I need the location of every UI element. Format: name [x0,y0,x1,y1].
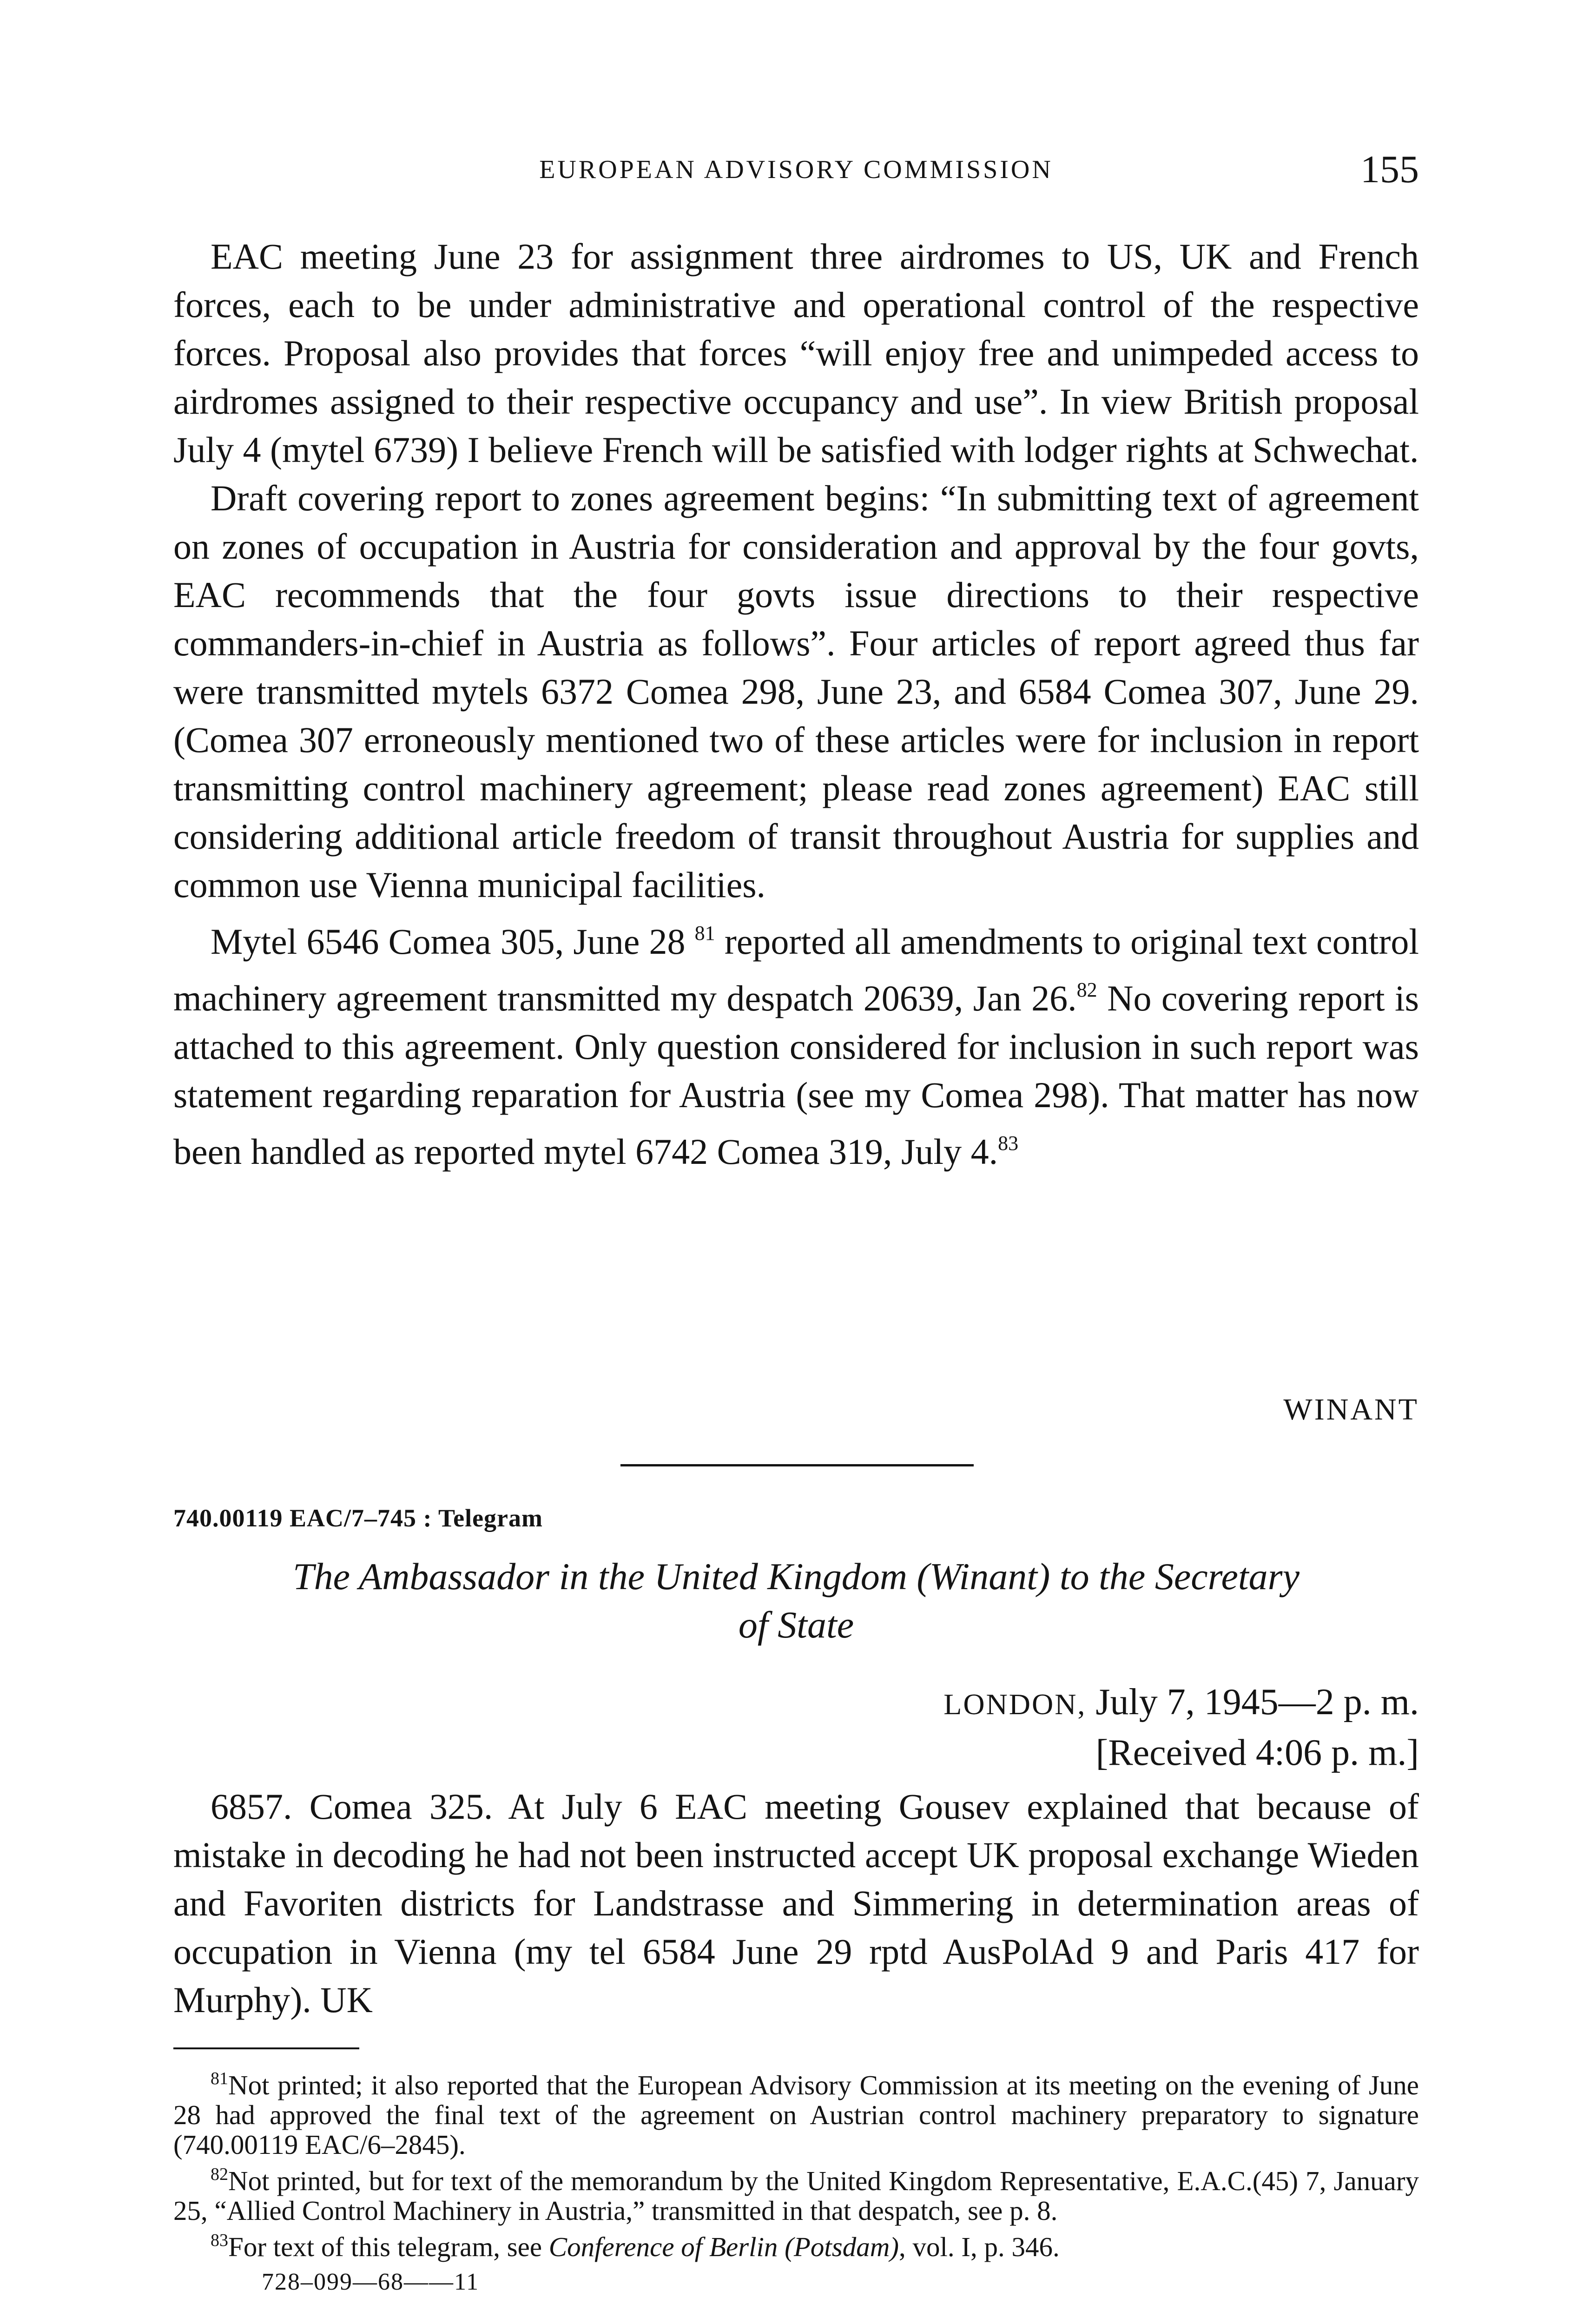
document-title-line-2: of State [738,1604,854,1646]
dateline [173,1678,1419,1729]
footnote-81-text: Not printed; it also reported that the European Advisory Commission at its meeting on the evening of June 28 had approved the final text of the agreement on Austrian control machinery preparatory to signature (740.00119 EAC/6–2845). [173,2070,1419,2160]
section-divider [620,1464,974,1466]
footnote-ref-81: 81 [694,922,715,944]
footnote-83-italic: Conference of Berlin (Potsdam) [548,2232,899,2262]
document-title-block [173,1552,1419,1649]
file-reference: 740.00119 EAC/7–745 : Telegram [173,1504,543,1532]
body-text [173,232,1419,1176]
footnote-rule [173,2047,359,2049]
footnote-ref-83: 83 [998,1132,1019,1155]
received-note: [Received 4:06 p. m.] [1095,1732,1419,1773]
signature: WINANT [1283,1393,1419,1426]
printer-code: 728–099—68——11 [262,2269,480,2295]
footnote-83-text-after: , vol. I, p. 346. [898,2232,1060,2262]
paragraph-2-text: Draft covering report to zones agreement begins: “In submitting text of agreement on zones of occupation in Austria for consideration and approval by the four govts, EAC recommends that the four govts issue directions to their respective commanders-in-chief in Austria as follows”. Four articles of report agreed thus far were transmitted mytels 6372 Comea 298, June 23, and 6584 Comea 307, June 29. (Comea 307 erroneously mentioned two of these articles were for inclusion in report transmitting control machinery agreement; please read zones agreement) EAC still considering additional article freedom of transit throughout Austria for supplies and common use Vienna municipal facilities. [173,478,1419,905]
dateline-date: July 7, 1945—2 p. m. [1086,1682,1419,1723]
running-head [173,144,1419,195]
paragraph-1: EAC meeting June 23 for assignment three airdromes to US, UK and French forces, each to be under administrative and operational control of the respective forces. Proposal also provides that forces “will enjoy free and unimpeded access to airdromes assigned to their respective occupancy and use”. In view British proposal July 4 (mytel 6739) I believe French will be satisfied with lodger rights at Schwechat. [173,236,1419,470]
signature-block [173,1392,1419,1439]
footnotes [173,2064,1419,2296]
footnote-82-mark: 82 [211,2165,228,2184]
paragraph-2 [173,474,1419,909]
footnote-82 [173,2159,1419,2225]
paragraph-3-part3: No covering report is attached to this agreement. Only question considered for inclusion in such report was statement regarding reparation for Austria (see my Comea 298). That matter has now been handled as reported mytel 6742 Comea 319, July 4. [173,978,1419,1172]
page-number: 155 [1360,148,1419,191]
document-title-line-1: The Ambassador in the United Kingdom (Winant) to the Secretary [293,1555,1300,1598]
paragraph-3 [173,909,1419,1176]
paragraph-3-part2: reported all amendments to original text control machinery agreement transmitted my despatch 20639, Jan 26. [173,921,1419,1018]
footnote-81 [173,2064,1419,2159]
document-header [173,1504,1419,1532]
footnote-83-text-before: For text of this telegram, see [228,2232,549,2262]
footnote-81-mark: 81 [211,2069,228,2088]
footnote-ref-82: 82 [1076,978,1097,1001]
footnote-83-mark: 83 [211,2231,228,2250]
running-title: EUROPEAN ADVISORY COMMISSION [539,155,1053,184]
paragraph-3-part1: Mytel 6546 Comea 305, June 28 [211,921,686,962]
dateline-block [173,1678,1419,1777]
telegram-body [173,1783,1419,2024]
telegram-text: 6857. Comea 325. At July 6 EAC meeting Gousev explained that because of mistake in decoding he had not been instructed accept UK proposal exchange Wieden and Favoriten districts for Landstrasse and Simmering in determination areas of occupation in Vienna (my tel 6584 June 29 rptd AusPolAd 9 and Paris 417 for Murphy). UK [173,1786,1419,2020]
dateline-place: LONDON, [943,1688,1087,1721]
footnote-83 [173,2225,1419,2262]
footnote-82-text: Not printed, but for text of the memorandum by the United Kingdom Representative, E.A.C.(45) 7, January 25, “Allied Control Machinery in Austria,” transmitted in that despatch, see p. 8. [173,2166,1419,2226]
